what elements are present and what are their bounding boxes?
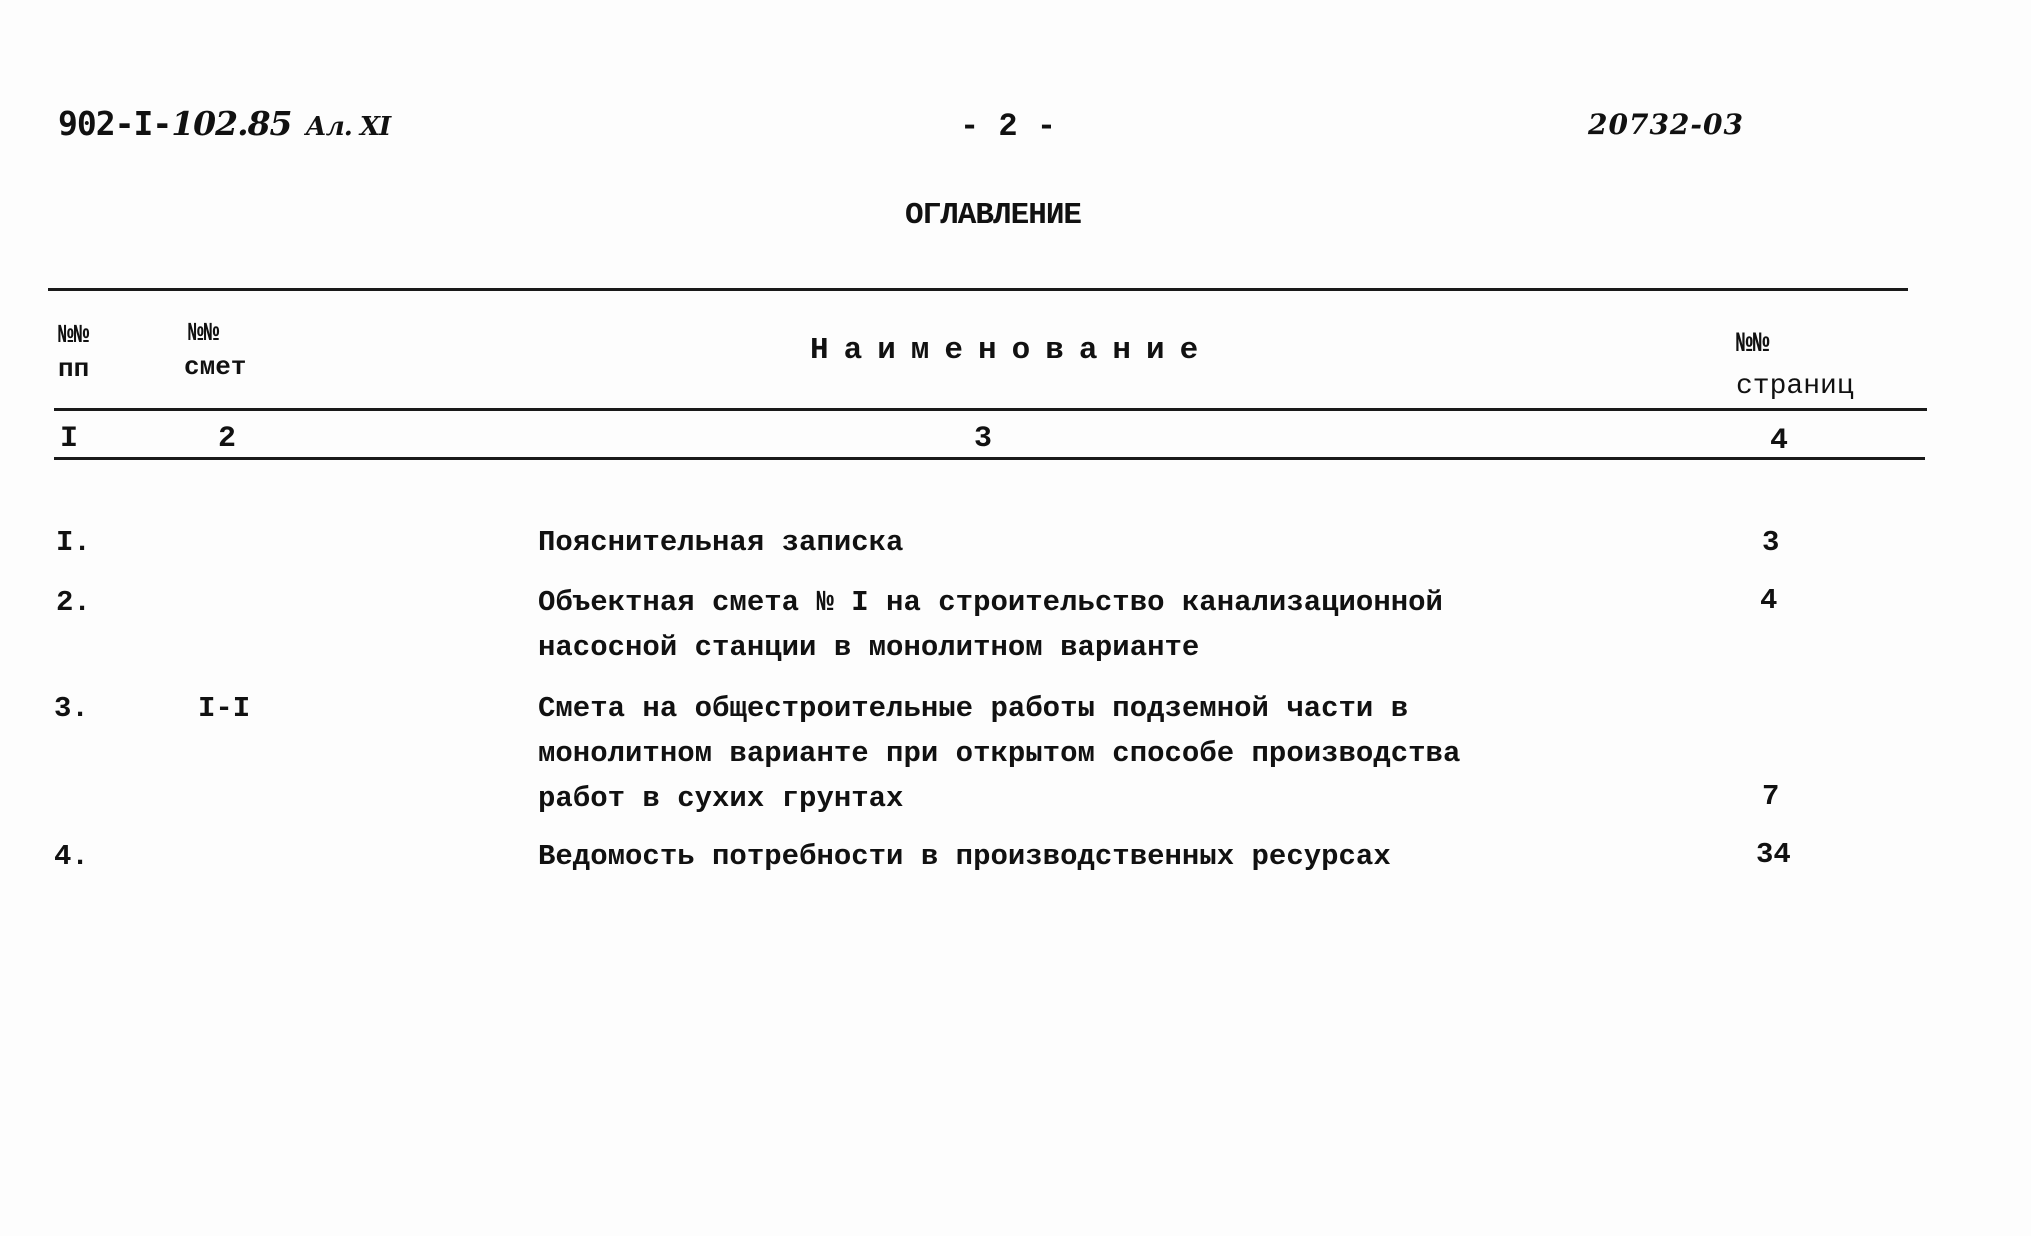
header-estimate-line2: смет — [184, 352, 247, 382]
table-top-rule — [48, 288, 1908, 291]
document-code-handwritten: 102.85 — [171, 104, 292, 143]
column-index-4: 4 — [1770, 424, 1789, 458]
column-index-3: 3 — [974, 422, 993, 456]
column-index-2: 2 — [218, 422, 237, 456]
table-header-rule — [54, 408, 1927, 411]
document-code — [58, 104, 390, 143]
table-row-number: I. — [56, 526, 91, 559]
table-row-page: 4 — [1760, 584, 1778, 617]
page-number: - 2 - — [960, 108, 1057, 145]
table-row-name: Пояснительная записка — [538, 526, 904, 559]
header-name: Наименование — [810, 333, 1214, 368]
document-sheet-handwritten: Ал. XI — [305, 112, 391, 142]
header-page-line2: страниц — [1736, 371, 1854, 402]
table-row-page: 3 — [1762, 526, 1780, 559]
header-page-number — [1736, 324, 1854, 408]
header-row-number-line2: пп — [58, 354, 90, 384]
header-estimate-number — [184, 316, 246, 384]
header-estimate-line1: №№ — [188, 318, 220, 348]
page-title: ОГЛАВЛЕНИЕ — [905, 198, 1082, 233]
table-row-page: 7 — [1762, 780, 1780, 813]
header-row-number-line1: №№ — [58, 320, 90, 350]
table-row-name: Смета на общестроительные работы подземной части в монолитном варианте при открытом способе производства работ в сухих грунтах — [538, 692, 1461, 815]
table-row-number: 3. — [54, 692, 89, 725]
table-row-number: 2. — [56, 586, 91, 619]
document-code-typed: 902-I- — [58, 104, 172, 143]
table-row-page: 34 — [1756, 838, 1791, 871]
column-index-1: I — [60, 422, 79, 456]
header-page-line1: №№ — [1736, 329, 1770, 360]
table-row-name: Ведомость потребности в производственных ресурсах — [538, 840, 1391, 873]
table-row-number: 4. — [54, 840, 89, 873]
table-row-estimate: I-I — [198, 692, 251, 725]
header-row-number — [58, 318, 89, 386]
table-index-rule — [54, 457, 1925, 460]
document-number: 20732-03 — [1588, 108, 1744, 141]
table-row-name: Объектная смета № I на строительство канализационной насосной станции в монолитном варианте — [538, 586, 1443, 664]
